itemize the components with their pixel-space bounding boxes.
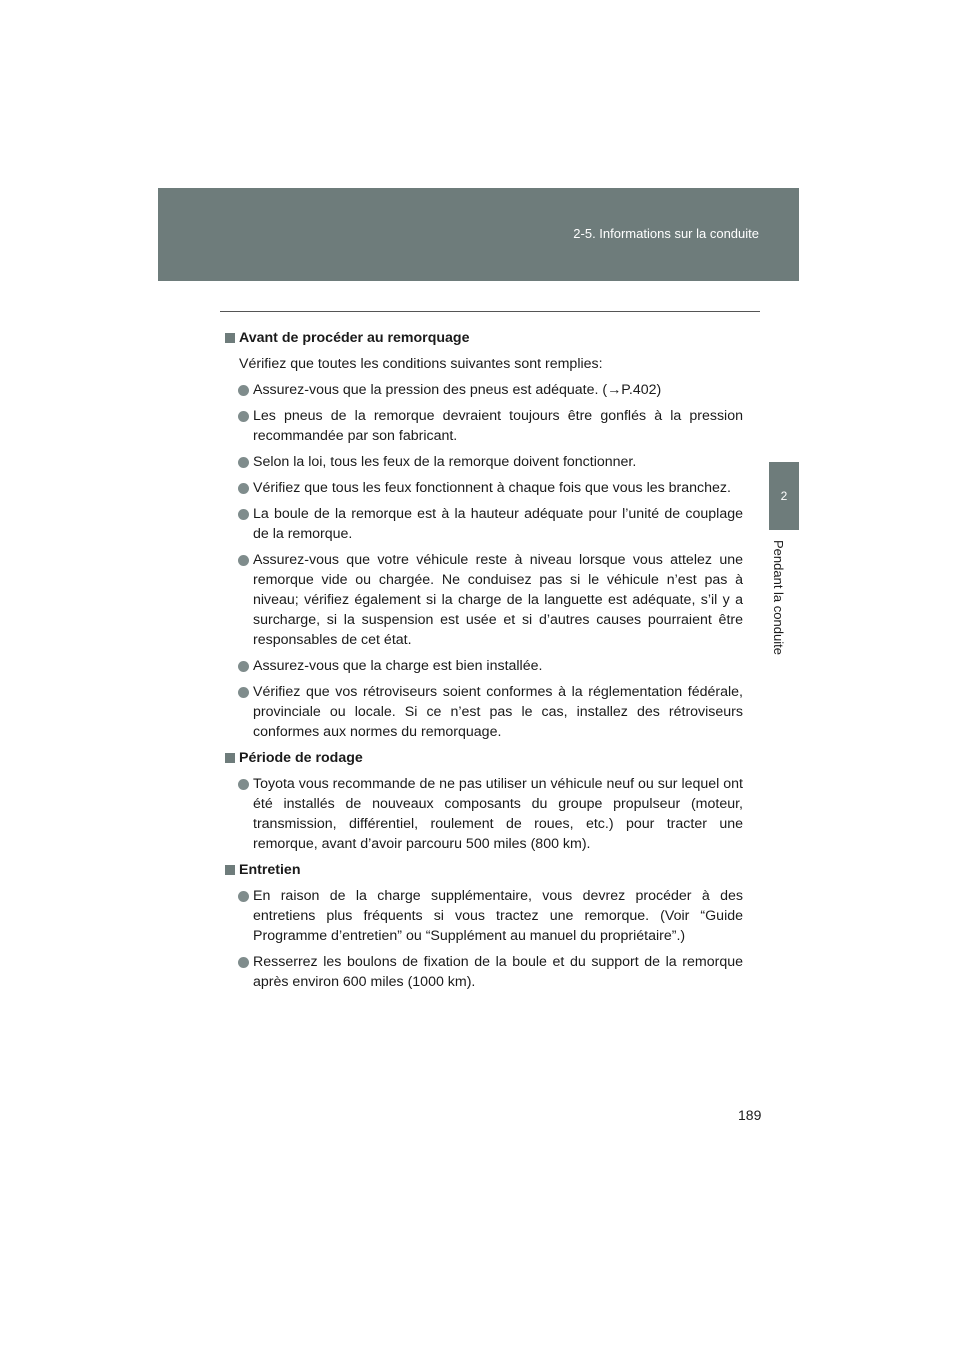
list-item-text: Resserrez les boulons de fixation de la boule et du support de la remorque après environ 600 miles (1000 km).	[253, 954, 743, 990]
list-item-text: La boule de la remorque est à la hauteur adéquate pour l’unité de couplage de la remorque.	[253, 506, 743, 542]
main-content	[225, 328, 743, 998]
list-item	[225, 952, 743, 992]
circle-bullet-icon	[238, 385, 249, 396]
circle-bullet-icon	[238, 661, 249, 672]
circle-bullet-icon	[238, 687, 249, 698]
section-title: 2-5. Informations sur la conduite	[573, 226, 759, 241]
list-item-text: Vérifiez que tous les feux fonctionnent à chaque fois que vous les branchez.	[253, 480, 731, 496]
section-intro: Vérifiez que toutes les conditions suivantes sont remplies:	[239, 356, 603, 372]
section-heading-text: Entretien	[239, 862, 301, 878]
divider	[220, 311, 760, 312]
page-number: 189	[738, 1107, 762, 1123]
square-bullet-icon	[225, 753, 235, 763]
chapter-label: Pendant la conduite	[771, 540, 786, 655]
list-item	[225, 478, 743, 498]
list-item	[225, 380, 743, 400]
list-item	[225, 550, 743, 650]
list-item	[225, 452, 743, 472]
list-item	[225, 886, 743, 946]
list-item-text: Toyota vous recommande de ne pas utiliser un véhicule neuf ou sur lequel ont été installés de nouveaux composants du groupe propulseur (moteur, transmission, différentiel, roulement de roues, etc.) pour tracter une remorque, avant d’avoir parcouru 500 miles (800 km).	[253, 776, 743, 852]
circle-bullet-icon	[238, 779, 249, 790]
square-bullet-icon	[225, 333, 235, 343]
list-item-text: Assurez-vous que la charge est bien installée.	[253, 658, 543, 674]
circle-bullet-icon	[238, 457, 249, 468]
circle-bullet-icon	[238, 411, 249, 422]
circle-bullet-icon	[238, 483, 249, 494]
list-item	[225, 682, 743, 742]
list-item	[225, 406, 743, 446]
list-item-text: En raison de la charge supplémentaire, vous devrez procéder à des entretiens plus fréquents si vous tractez une remorque. (Voir “Guide Programme d’entretien” ou “Supplément au manuel du propriétaire”.)	[253, 888, 743, 944]
list-item-text: Selon la loi, tous les feux de la remorque doivent fonctionner.	[253, 454, 637, 470]
chapter-number: 2	[780, 489, 788, 503]
list-item	[225, 656, 743, 676]
list-item-text: Vérifiez que vos rétroviseurs soient conformes à la réglementation fédérale, provinciale ou locale. Si ce n’est pas le cas, installez des rétroviseurs conformes aux normes du remorquage.	[253, 684, 743, 740]
list-item-text: Assurez-vous que votre véhicule reste à niveau lorsque vous attelez une remorque vide ou chargée. Ne conduisez pas si le véhicule n’est pas à niveau; vérifiez également si la charge de la languette est adéquate, s’il y a surcharge, si la suspension est usée et si d’autres causes pourraient être responsables de cet état.	[253, 552, 743, 648]
list-item	[225, 774, 743, 854]
circle-bullet-icon	[238, 555, 249, 566]
list-item	[225, 504, 743, 544]
section-heading	[225, 328, 743, 348]
section-heading	[225, 860, 743, 880]
section-heading-text: Période de rodage	[239, 750, 363, 766]
section-heading	[225, 748, 743, 768]
list-item-text: Les pneus de la remorque devraient toujours être gonflés à la pression recommandée par son fabricant.	[253, 408, 743, 444]
circle-bullet-icon	[238, 509, 249, 520]
circle-bullet-icon	[238, 957, 249, 968]
chapter-tab	[769, 462, 799, 530]
section-heading-text: Avant de procéder au remorquage	[239, 330, 470, 346]
square-bullet-icon	[225, 865, 235, 875]
list-item-text: Assurez-vous que la pression des pneus est adéquate. (→P.402)	[253, 382, 662, 398]
header-band	[158, 188, 799, 281]
circle-bullet-icon	[238, 891, 249, 902]
